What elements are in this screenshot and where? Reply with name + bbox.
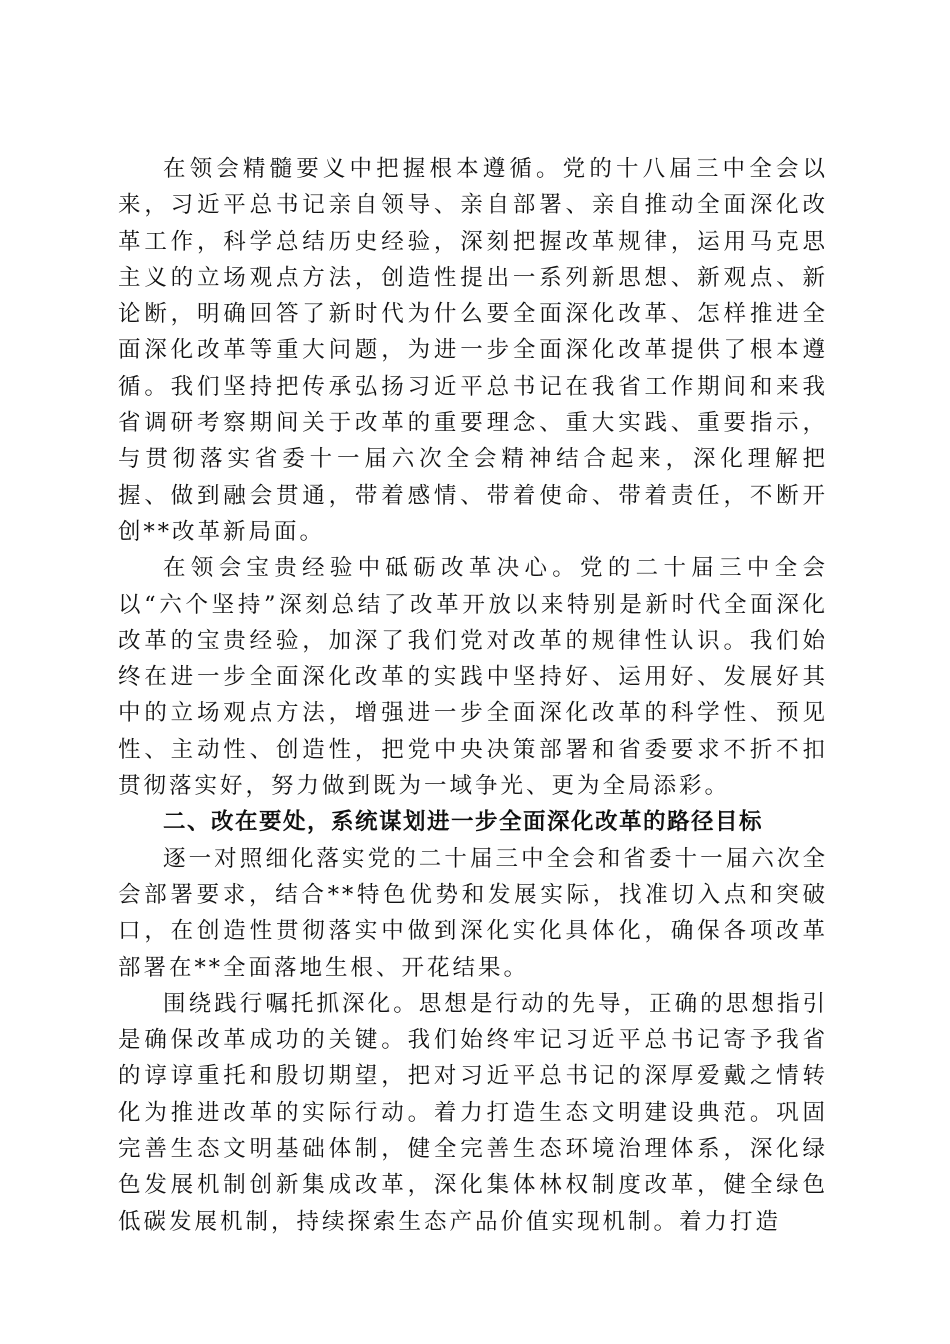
section-heading: 二、改在要处，系统谋划进一步全面深化改革的路径目标 [163, 809, 764, 836]
paragraph-3: 逐一对照细化落实党的二十届三中全会和省委十一届六次全会部署要求，结合**特色优势和发展实际，找准切入点和突破口，在创造性贯彻落实中做到深化实化具体化，确保各项改革部署在**全面落地生根、开花结果。 [118, 845, 828, 981]
paragraph-1: 在领会精髓要义中把握根本遵循。党的十八届三中全会以来，习近平总书记亲自领导、亲自部署、亲自推动全面深化改革工作，科学总结历史经验，深刻把握改革规律，运用马克思主义的立场观点方法，创造性提出一系列新思想、新观点、新论断，明确回答了新时代为什么要全面深化改革、怎样推进全面深化改革等重大问题，为进一步全面深化改革提供了根本遵循。我们坚持把传承弘扬习近平总书记在我省工作期间和来我省调研考察期间关于改革的重要理念、重大实践、重要指示，与贯彻落实省委十一届六次全会精神结合起来，深化理解把握、做到融会贯通，带着感情、带着使命、带着责任，不断开创**改革新局面。 [118, 156, 828, 545]
paragraph-2: 在领会宝贵经验中砥砺改革决心。党的二十届三中全会以“六个坚持”深刻总结了改革开放以来特别是新时代全面深化改革的宝贵经验，加深了我们党对改革的规律性认识。我们始终在进一步全面深化改革的实践中坚持好、运用好、发展好其中的立场观点方法，增强进一步全面深化改革的科学性、预见性、主动性、创造性，把党中央决策部署和省委要求不折不扣贯彻落实好，努力做到既为一域争光、更为全局添彩。 [118, 555, 828, 800]
document-body [118, 151, 828, 1240]
paragraph-4: 围绕践行嘱托抓深化。思想是行动的先导，正确的思想指引是确保改革成功的关键。我们始终牢记习近平总书记寄予我省的谆谆重托和殷切期望，把对习近平总书记的深厚爱戴之情转化为推进改革的实际行动。着力打造生态文明建设典范。巩固完善生态文明基础体制，健全完善生态环境治理体系，深化绿色发展机制创新集成改革，深化集体林权制度改革，健全绿色低碳发展机制，持续探索生态产品价值实现机制。着力打造 [118, 990, 828, 1235]
